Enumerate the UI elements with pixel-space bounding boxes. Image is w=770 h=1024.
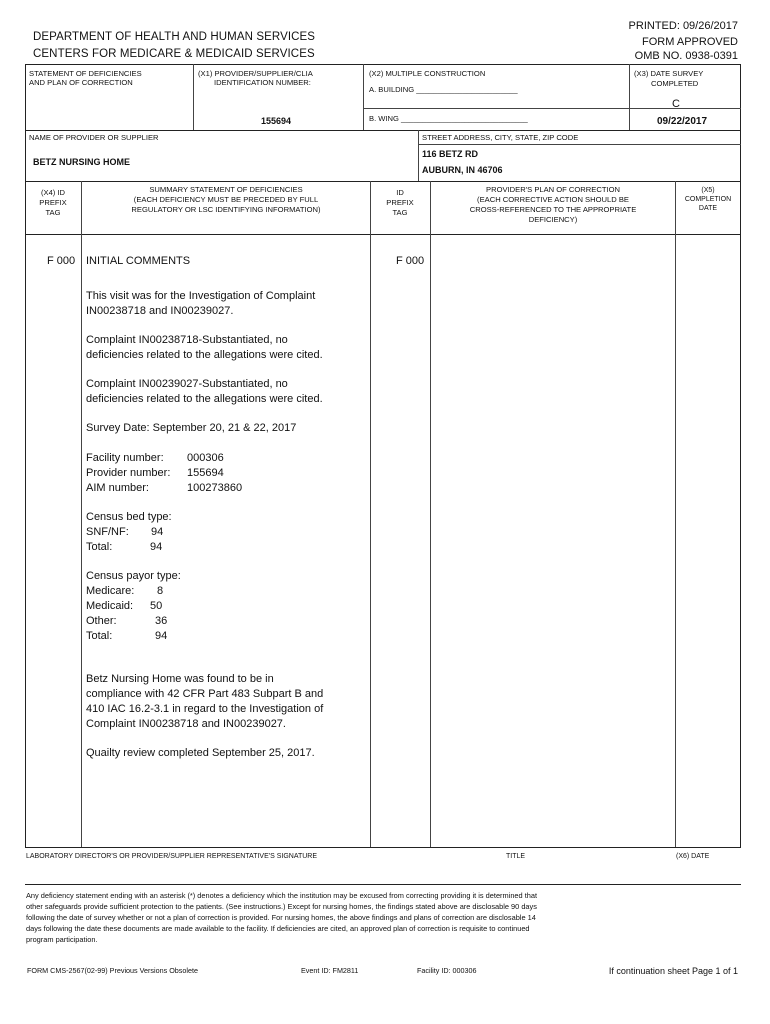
facility-id: Facility ID: 000306 [417,966,477,975]
divider [25,884,741,885]
form-approved: FORM APPROVED [642,36,738,48]
divider [370,181,371,847]
entry-line: deficiencies related to the allegations were cited. [86,349,323,361]
printed-date: PRINTED: 09/26/2017 [628,20,738,32]
notice-line: program participation. [26,935,98,944]
statement-label-2: AND PLAN OF CORRECTION [29,78,133,87]
total-payor-label: Total: [86,630,113,642]
facility-number-value: 000306 [187,452,224,464]
x1-value: 155694 [261,116,292,126]
x2-wing: B. WING ______________________________ [369,114,528,123]
entry-line: Complaint IN00239027-Substantiated, no [86,378,288,390]
address-line-1: 116 BETZ RD [422,149,479,159]
id-header-3: TAG [392,208,408,217]
frame-top-line [25,64,741,65]
prefix-tag-left: F 000 [47,255,76,267]
event-id: Event ID: FM2811 [301,966,359,975]
divider [25,234,741,235]
divider [193,64,194,130]
entry-line: compliance with 42 CFR Part 483 Subpart B and [86,688,324,700]
notice-line: Any deficiency statement ending with an asterisk (*) denotes a deficiency which the institution may be excused from correcting providing it is determined that [26,891,538,900]
id-header-1: ID [396,188,404,197]
x3-label-1: (X3) DATE SURVEY [634,69,704,78]
divider [363,64,364,130]
x1-label-1: (X1) PROVIDER/SUPPLIER/CLIA [198,69,313,78]
x1-label-2: IDENTIFICATION NUMBER: [214,78,311,87]
page-indicator: If continuation sheet Page 1 of 1 [608,966,738,976]
date-label: (X6) DATE [676,853,710,860]
notice-line: following the date of survey whether or not a plan of correction is provided. For nursing homes, the above findings and plans of correction are disclosable 14 [26,913,536,922]
divider [430,181,431,847]
entry-heading: INITIAL COMMENTS [86,255,191,267]
medicaid-value: 50 [150,600,163,612]
divider [418,130,419,181]
aim-number-label: AIM number: [86,482,149,494]
address-line-2: AUBURN, IN 46706 [422,165,503,175]
total-bed-value: 94 [150,541,163,553]
x3-date: 09/22/2017 [657,116,708,127]
entry-line: deficiencies related to the allegations were cited. [86,393,323,405]
facility-number-label: Facility number: [86,452,164,464]
divider [81,181,82,847]
divider [25,130,741,131]
divider [629,64,630,130]
agency-line-1: DEPARTMENT OF HEALTH AND HUMAN SERVICES [33,31,316,43]
x5-header-2: COMPLETION [684,196,732,203]
summary-header-3: REGULATORY OR LSC IDENTIFYING INFORMATION) [131,205,321,214]
summary-header-1: SUMMARY STATEMENT OF DEFICIENCIES [149,185,303,194]
omb-number: OMB NO. 0938-0391 [634,50,738,62]
entry-line: 410 IAC 16.2-3.1 in regard to the Investigation of [86,703,324,715]
notice-line: other safeguards provide sufficient protection to the patients. (See instructions.) Except for nursing homes, the findings stated above are disclosable 90 days [26,902,537,911]
entry-line: Complaint IN00238718-Substantiated, no [86,334,288,346]
snf-value: 94 [151,526,164,538]
plan-header-1: PROVIDER'S PLAN OF CORRECTION [486,185,620,194]
title-label: TITLE [506,853,526,860]
plan-header-4: DEFICIENCY) [528,215,578,224]
survey-date: Survey Date: September 20, 21 & 22, 2017 [86,422,297,434]
entry-line: Complaint IN00238718 and IN00239027. [86,718,286,730]
provider-number-label: Provider number: [86,467,171,479]
x4-header-3: TAG [45,208,61,217]
entry-line: Betz Nursing Home was found to be in [86,673,274,685]
entry-line: This visit was for the Investigation of Complaint [86,290,316,302]
plan-header-2: (EACH CORRECTIVE ACTION SHOULD BE [477,195,629,204]
divider [363,108,741,109]
provider-name-label: NAME OF PROVIDER OR SUPPLIER [29,133,159,142]
total-payor-value: 94 [155,630,168,642]
plan-header-3: CROSS-REFERENCED TO THE APPROPRIATE [469,205,637,214]
divider [25,847,741,848]
id-header-2: PREFIX [386,198,414,207]
other-label: Other: [86,615,117,627]
x4-header-1: (X4) ID [40,188,66,197]
divider [25,181,741,182]
x5-header-3: DATE [698,205,718,212]
x3-code: C [672,98,680,110]
total-bed-label: Total: [86,541,113,553]
entry-line: IN00238718 and IN00239027. [86,305,234,317]
agency-line-2: CENTERS FOR MEDICARE & MEDICAID SERVICES [33,48,315,60]
medicare-label: Medicare: [86,585,135,597]
other-value: 36 [155,615,168,627]
x4-header-2: PREFIX [39,198,67,207]
divider [418,144,741,145]
summary-header-2: (EACH DEFICIENCY MUST BE PRECEDED BY FULL [133,195,319,204]
provider-number-value: 155694 [187,467,224,479]
quality-review: Quailty review completed September 25, 2017. [86,747,315,759]
statement-label-1: STATEMENT OF DEFICIENCIES [29,69,142,78]
form-number: FORM CMS-2567(02-99) Previous Versions Obsolete [27,966,198,975]
address-label: STREET ADDRESS, CITY, STATE, ZIP CODE [422,133,579,142]
x2-building: A. BUILDING ________________________ [369,85,518,94]
x5-header-1: (X5) [701,187,715,194]
aim-number-value: 100273860 [187,482,243,494]
medicaid-label: Medicaid: [86,600,134,612]
census-payor-heading: Census payor type: [86,570,181,582]
provider-name: BETZ NURSING HOME [33,157,131,167]
signature-label: LABORATORY DIRECTOR'S OR PROVIDER/SUPPLIER REPRESENTATIVE'S SIGNATURE [26,853,318,860]
x3-label-2: COMPLETED [651,79,699,88]
medicare-value: 8 [157,585,164,597]
prefix-tag-right: F 000 [396,255,425,267]
census-bed-heading: Census bed type: [86,511,172,523]
snf-label: SNF/NF: [86,526,129,538]
divider [675,181,676,847]
notice-line: days following the date these documents are made available to the facility. If deficiencies are cited, an approved plan of correction is requisite to continued [26,924,530,933]
x2-label: (X2) MULTIPLE CONSTRUCTION [369,69,486,78]
